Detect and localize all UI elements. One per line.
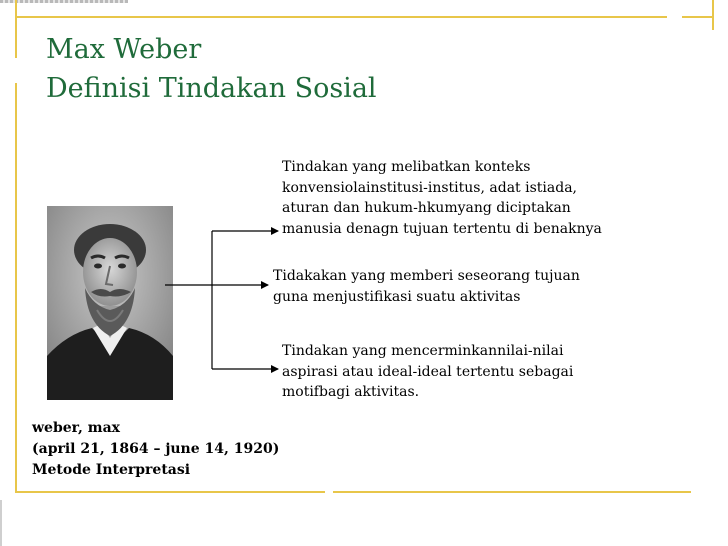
definition-1-line-1: Tindakan yang melibatkan konteks [282, 159, 531, 175]
portrait-photo-icon [47, 206, 173, 400]
definition-3-line-2: aspirasi atau ideal-ideal tertentu sebagai [282, 363, 574, 380]
frame-bottom-line-left [15, 491, 325, 493]
frame-right-line [712, 0, 714, 30]
portrait-illustration [47, 206, 173, 400]
frame-top-line-right [682, 16, 712, 18]
caption-name: weber, max [32, 420, 120, 436]
corner-artifact [0, 0, 128, 3]
caption-dates: (april 21, 1864 – june 14, 1920) [32, 441, 280, 457]
caption-method: Metode Interpretasi [32, 462, 191, 478]
definition-2-line-2: guna menjustifikasi suatu aktivitas [273, 288, 521, 305]
definition-1-line-4: manusia denagn tujuan tertentu di benaknya [282, 220, 602, 237]
definition-2-line-1: Tidakakan yang memberi seseorang tujuan [273, 268, 580, 284]
definition-3-line-3: motifbagi aktivitas. [282, 384, 420, 400]
frame-top-line [15, 16, 667, 18]
portrait-caption [32, 418, 279, 481]
definition-1-line-3: aturan dan hukum-hkumyang diciptakan [282, 200, 571, 216]
frame-gray-edge [0, 500, 2, 546]
definition-3-line-1: Tindakan yang mencerminkannilai-nilai [282, 343, 564, 359]
definition-1 [282, 157, 602, 239]
frame-left-line-lower [15, 83, 17, 493]
definition-2 [273, 266, 580, 307]
definition-3 [282, 341, 573, 403]
page-title [46, 30, 377, 108]
frame-left-line-upper [15, 0, 17, 58]
title-line-1: Max Weber [46, 34, 202, 65]
frame-bottom-line-right [333, 491, 691, 493]
definition-1-line-2: konvensiolainstitusi-institus, adat istiada, [282, 179, 577, 196]
title-line-2: Definisi Tindakan Sosial [46, 73, 377, 104]
